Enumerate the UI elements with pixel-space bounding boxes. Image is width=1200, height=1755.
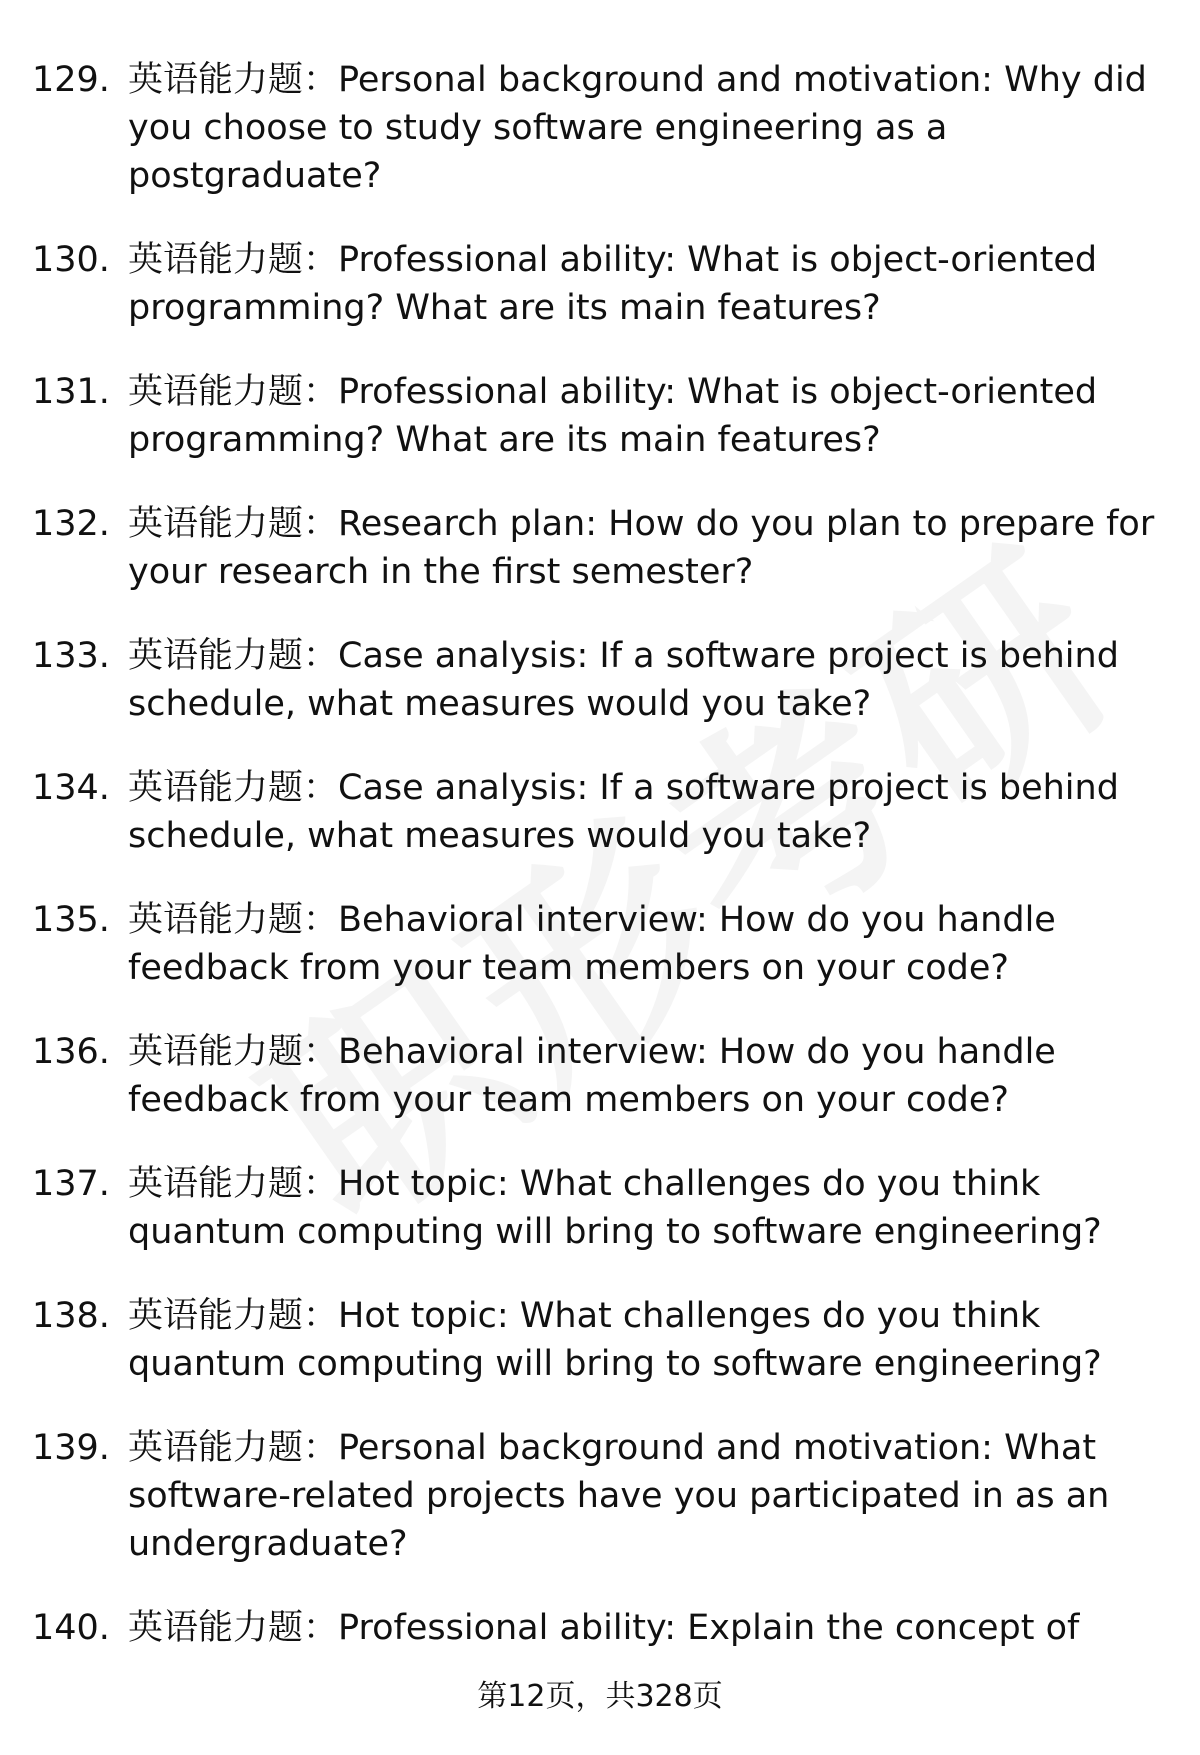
question-text: 英语能力题：Research plan: How do you plan to prepare for your research in the first semester? [128,504,1155,592]
question-text: 英语能力题：Case analysis: If a software project is behind schedule, what measures would you take? [128,636,1119,724]
question-number: 132. [32,504,110,544]
question-list [0,56,1200,1688]
page-footer [0,1677,1200,1717]
question-text: 英语能力题：Case analysis: If a software project is behind schedule, what measures would you take? [128,768,1119,856]
question-item [0,56,1200,200]
question-number: 133. [32,636,110,676]
question-number: 138. [32,1296,110,1336]
page-number-label: 第12页，共328页 [477,1679,723,1714]
question-item [0,500,1200,596]
question-text: 英语能力题：Professional ability: What is object-oriented programming? What are its main features? [128,372,1098,460]
question-text: 英语能力题：Personal background and motivation: Why did you choose to study software engineering as a postgraduate? [128,60,1147,196]
question-text: 英语能力题：Behavioral interview: How do you handle feedback from your team members on your code? [128,1032,1056,1120]
question-item [0,632,1200,728]
question-item [0,1292,1200,1388]
question-text: 英语能力题：Personal background and motivation: What software-related projects have you participated in as an undergraduate? [128,1428,1110,1564]
question-number: 129. [32,60,110,100]
question-text: 英语能力题：Professional ability: Explain the concept of [128,1608,1080,1648]
question-text: 英语能力题：Hot topic: What challenges do you think quantum computing will bring to software engineering? [128,1164,1102,1252]
question-text: 英语能力题：Behavioral interview: How do you handle feedback from your team members on your code? [128,900,1056,988]
question-item [0,368,1200,464]
question-item [0,1604,1200,1652]
question-item [0,764,1200,860]
question-number: 137. [32,1164,110,1204]
question-item [0,1424,1200,1568]
question-number: 136. [32,1032,110,1072]
question-item [0,896,1200,992]
question-number: 140. [32,1608,110,1648]
question-item [0,1160,1200,1256]
question-number: 130. [32,240,110,280]
question-number: 134. [32,768,110,808]
question-number: 139. [32,1428,110,1468]
question-number: 131. [32,372,110,412]
question-number: 135. [32,900,110,940]
question-text: 英语能力题：Professional ability: What is object-oriented programming? What are its main features? [128,240,1098,328]
question-text: 英语能力题：Hot topic: What challenges do you think quantum computing will bring to software engineering? [128,1296,1102,1384]
question-item [0,1028,1200,1124]
question-item [0,236,1200,332]
